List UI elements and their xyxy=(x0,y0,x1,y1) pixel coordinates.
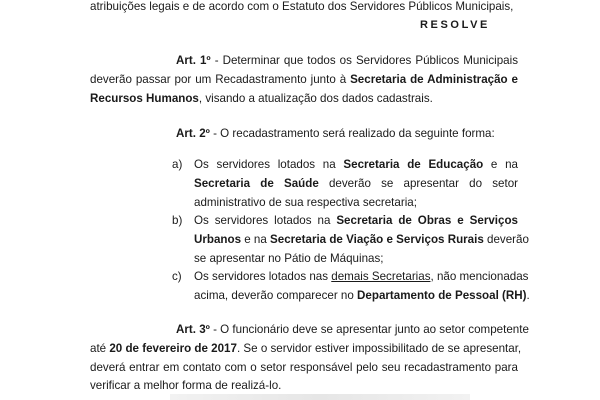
art3-text-3: . Se o servidor estiver impossibilitado de se apresentar, xyxy=(236,342,522,355)
item-c-line-2 xyxy=(194,287,530,304)
art1-text-1: - Determinar que todos os Servidores Públicos Municipais xyxy=(210,54,518,67)
item-a-text-3: deverão se apresentar do setor xyxy=(318,177,518,190)
item-c-text-3: acima, deverão comparecer no xyxy=(194,289,358,302)
art1-text-2: deverão passar por um Recadastramento junto à xyxy=(90,73,351,86)
item-a-bold-2: Secretaria de Saúde xyxy=(194,177,319,190)
item-b-bold-1: Secretaria de Obras e Serviços xyxy=(336,214,518,227)
item-b-bold-3: Secretaria de Viação e Serviços Rurais xyxy=(270,233,484,246)
art3-line-3 xyxy=(90,359,518,376)
art1-text-3: , visando a atualização dos dados cadastrais. xyxy=(198,92,433,105)
resolve-text: RESOLVE xyxy=(420,19,490,31)
art2-line xyxy=(176,125,495,142)
item-a-line-2 xyxy=(194,175,518,192)
art1-line-1 xyxy=(176,52,518,69)
item-b-line-3 xyxy=(194,250,384,267)
item-c-marker xyxy=(172,268,182,285)
item-c-text-1: Os servidores lotados nas xyxy=(194,270,332,283)
item-b-text-3: deverão xyxy=(483,233,529,246)
item-b-line-1 xyxy=(194,212,518,229)
art3-line-2 xyxy=(90,340,522,357)
art3-line-1 xyxy=(176,321,529,338)
art2-text: - O recadastramento será realizado da seguinte forma: xyxy=(209,127,495,140)
item-b-marker-text: b) xyxy=(172,214,183,227)
item-c-text-4: . xyxy=(526,289,530,302)
art3-text-4: deverá entrar em contato com o setor responsável pelo seu recadastramento para xyxy=(90,361,518,374)
item-b-text-4: se apresentar no Pátio de Máquinas; xyxy=(194,252,384,265)
item-a-text-2: e na xyxy=(483,158,518,171)
art1-label: Art. 1º xyxy=(176,54,211,67)
art3-text-1: - O funcionário deve se apresentar junto ao setor competente xyxy=(209,323,529,336)
item-b-text-2: e na xyxy=(241,233,271,246)
item-a-marker xyxy=(172,156,182,173)
item-c-bold-1: Departamento de Pessoal (RH) xyxy=(357,289,527,302)
art1-bold-3: Recursos Humanos xyxy=(90,92,199,105)
item-a-line-1 xyxy=(194,156,518,173)
art3-text-5: verificar a melhor forma de realizá-lo. xyxy=(90,379,282,392)
art1-line-2 xyxy=(90,71,518,88)
art3-label: Art. 3º xyxy=(176,323,210,336)
item-a-bold-1: Secretaria de Educação xyxy=(343,158,484,171)
art3-date: 20 de fevereiro de 2017 xyxy=(109,342,237,355)
art3-line-4 xyxy=(90,377,281,394)
item-b-bold-2: Urbanos xyxy=(194,233,242,246)
item-a-text-1: Os servidores lotados na xyxy=(194,158,344,171)
item-a-text-4: administrativo de sua respectiva secretaria; xyxy=(194,196,417,209)
intro-line xyxy=(90,0,513,15)
item-c-line-1 xyxy=(194,268,529,285)
item-b-marker xyxy=(172,212,182,229)
item-a-marker-text: a) xyxy=(172,158,183,171)
art2-label: Art. 2º xyxy=(176,127,210,140)
cut-off-text-fragment xyxy=(170,394,470,400)
art1-line-3 xyxy=(90,90,433,107)
item-c-text-2: , não mencionadas xyxy=(430,270,529,283)
item-c-marker-text: c) xyxy=(172,270,182,283)
item-a-line-3 xyxy=(194,194,417,211)
intro-text: atribuições legais e de acordo com o Estatuto dos Servidores Públicos Municipais, xyxy=(90,0,514,13)
art1-bold-2: Secretaria de Administração e xyxy=(350,73,518,86)
art3-text-2: até xyxy=(90,342,110,355)
resolve-heading xyxy=(420,17,490,34)
item-b-text-1: Os servidores lotados na xyxy=(194,214,337,227)
item-c-underline: demais Secretarias xyxy=(331,270,431,283)
item-b-line-2 xyxy=(194,231,529,248)
